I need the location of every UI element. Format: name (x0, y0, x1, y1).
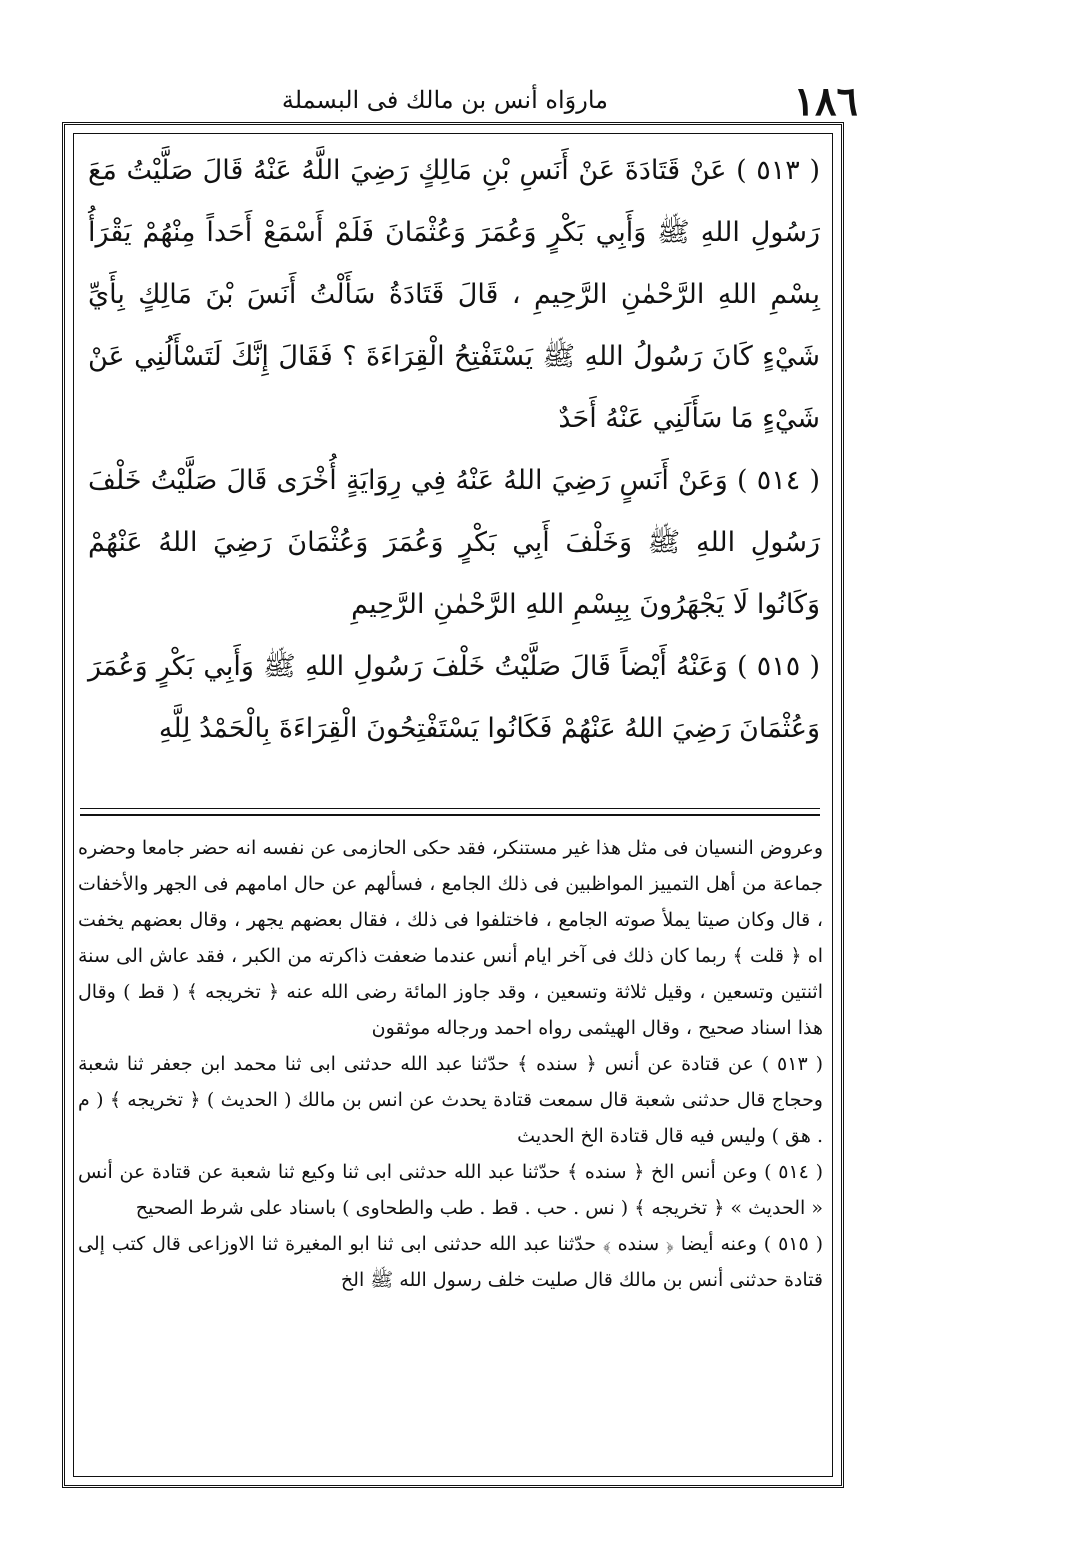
main-hadith-text (88, 140, 820, 760)
commentary-514: ( ٥١٤ ) وعن أنس الخ ﴿ سنده ﴾ حدّثنا عبد الله حدثنى ابى ثنا وكيع ثنا شعبة عن قتادة عن أنس « الحديث » ﴿ تخريجه ﴾ ( نس . حب . قط . طب والطحاوى ) باسناد على شرط الصحيح (78, 1161, 823, 1219)
commentary-515: ( ٥١٥ ) وعنه أيضا ﴿ سنده ﴾ حدّثنا عبد الله حدثنى ابى ثنا ابو المغيرة ثنا الاوزاعى قال كتب إلى قتادة حدثنى أنس بن مالك قال صليت خلف رسول الله ﷺ الخ (78, 1233, 823, 1291)
page-header (68, 70, 858, 130)
section-divider-top (80, 808, 820, 809)
hadith-514: ( ٥١٤ ) وَعَنْ أَنَسٍ رَضِيَ اللهُ عَنْهُ فِي رِوَايَةٍ أُخْرَى قَالَ صَلَّيْتُ خَلْفَ رَسُولِ اللهِ ﷺ وَخَلْفَ أَبِي بَكْرٍ وَعُمَرَ وَعُثْمَانَ رَضِيَ اللهُ عَنْهُمْ وَكَانُوا لَا يَجْهَرُونَ بِبِسْمِ اللهِ الرَّحْمٰنِ الرَّحِيمِ (88, 465, 820, 620)
commentary-text (78, 830, 823, 1298)
hadith-515: ( ٥١٥ ) وَعَنْهُ أَيْضاً قَالَ صَلَّيْتُ خَلْفَ رَسُولِ اللهِ ﷺ وَأَبِي بَكْرٍ وَعُمَرَ وَعُثْمَانَ رَضِيَ اللهُ عَنْهُمْ فَكَانُوا يَسْتَفْتِحُونَ الْقِرَاءَةَ بِالْحَمْدُ لِلَّهِ (88, 651, 820, 744)
page-number: ١٨٦ (793, 78, 858, 125)
hadith-513: ( ٥١٣ ) عَنْ قَتَادَةَ عَنْ أَنَسِ بْنِ مَالِكٍ رَضِيَ اللَّهُ عَنْهُ قَالَ صَلَّيْتُ مَعَ رَسُولِ اللهِ ﷺ وَأَبِي بَكْرٍ وَعُمَرَ وَعُثْمَانَ فَلَمْ أَسْمَعْ أَحَداً مِنْهُمْ يَقْرَأُ بِسْمِ اللهِ الرَّحْمٰنِ الرَّحِيمِ ، قَالَ قَتَادَةُ سَأَلْتُ أَنَسَ بْنَ مَالِكٍ بِأَيِّ شَيْءٍ كَانَ رَسُولُ اللهِ ﷺ يَسْتَفْتِحُ الْقِرَاءَةَ ؟ فَقَالَ إِنَّكَ لَتَسْأَلُنِي عَنْ شَيْءٍ مَا سَأَلَنِي عَنْهُ أَحَدٌ (88, 155, 820, 434)
section-divider-bottom (80, 814, 820, 816)
commentary-intro: وعروض النسيان فى مثل هذا غير مستنكر، فقد حكى الحازمى عن نفسه انه حضر جامعا وحضره جماعة من أهل التمييز المواظبين فى ذلك الجامع ، فسألهم عن حال امامهم فى الجهر والأخفات ، قال وكان صيتا يملأ صوته الجامع ، فاختلفوا فى ذلك ، فقال بعضهم يجهر ، وقال بعضهم يخفت اه ﴿ قلت ﴾ ربما كان ذلك فى آخر ايام أنس عندما ضعفت ذاكرته من الكبر ، فقد عاش الى سنة اثنتين وتسعين ، وقيل ثلاثة وتسعين ، وقد جاوز المائة رضى الله عنه ﴿ تخريجه ﴾ ( قط ) وقال هذا اسناد صحيح ، وقال الهيثمى رواه احمد ورجاله موثقون (78, 837, 823, 1039)
commentary-513: ( ٥١٣ ) عن قتادة عن أنس ﴿ سنده ﴾ حدّثنا عبد الله حدثنى ابى ثنا محمد ابن جعفر ثنا شعبة وحجاج قال حدثنى شعبة قال سمعت قتادة يحدث عن انس بن مالك ( الحديث ) ﴿ تخريجه ﴾ ( م . هق ) وليس فيه قال قتادة الخ الحديث (78, 1053, 823, 1147)
running-title: ماروَاه أنس بن مالك فى البسملة (281, 86, 608, 114)
